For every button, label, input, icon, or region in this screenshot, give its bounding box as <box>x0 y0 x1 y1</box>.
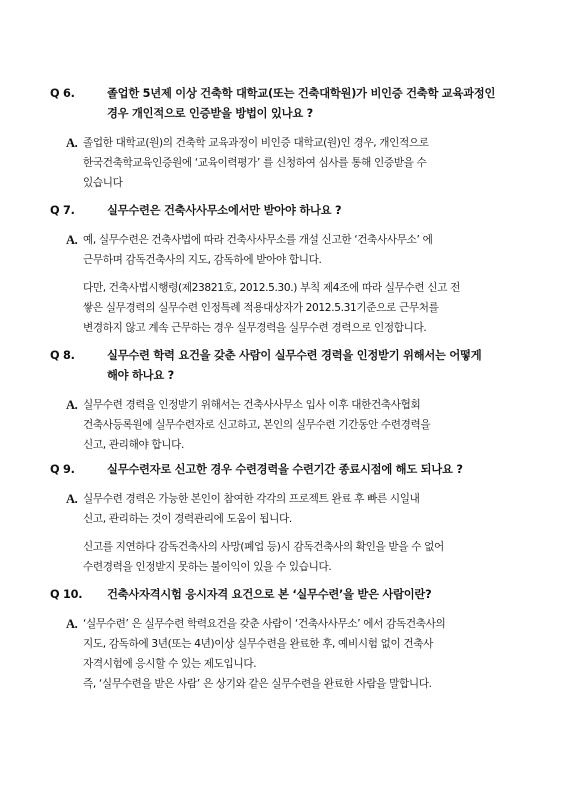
question-number: Q 7. <box>50 204 75 217</box>
answer-line: 건축사등록원에 실무수련자로 신고하고, 본인의 실무수련 기간동안 수련경력을 <box>83 419 431 431</box>
question <box>0 201 581 221</box>
answer-paragraph <box>83 489 543 529</box>
question-line: 졸업한 5년제 이상 건축학 대학교(또는 건축대학원)가 비인증 건축학 교육과정인 <box>107 87 496 100</box>
answer-marker: A. <box>66 398 78 412</box>
faq-item-q7 <box>0 201 581 338</box>
answer-line: ‘실무수련’ 은 실무수련 학력요건을 갖춘 사람이 ‘건축사사무소’ 에서 감독건축사의 <box>83 618 446 630</box>
question-number: Q 10. <box>50 588 83 601</box>
answer-marker: A. <box>66 136 78 150</box>
faq-item-q6 <box>0 84 581 193</box>
answer-line: 졸업한 대학교(원)의 건축학 교육과정이 비인증 대학교(원)인 경우, 개인적으로 <box>83 137 429 149</box>
answer-line: 다만, 건축사법시행령(제23821호, 2012.5.30.) 부칙 제4조에 따라 실무수련 신고 전 <box>83 282 460 294</box>
answer-line: 지도, 감독하에 3년(또는 4년)이상 실무수련을 완료한 후, 예비시험 없이 건축사 <box>83 638 434 650</box>
answer-paragraph <box>83 230 543 270</box>
answer <box>0 614 581 694</box>
answer-line: 있습니다 <box>83 177 123 189</box>
question-number: Q 8. <box>50 349 75 362</box>
faq-item-q9 <box>0 460 581 577</box>
answer-line: 신고를 지연하다 감독건축사의 사망(폐업 등)시 감독건축사의 확인을 받을 수 없어 <box>83 541 444 553</box>
question-line: 경우 개인적으로 인증받을 방법이 있나요 ? <box>107 107 313 120</box>
answer-paragraph <box>83 537 543 577</box>
answer-marker: A. <box>66 617 78 631</box>
question <box>0 84 581 124</box>
answer-line: 실무수련 경력은 가능한 본인이 참여한 각각의 프로젝트 완료 후 빠른 시일내 <box>83 493 420 505</box>
answer-marker: A. <box>66 233 78 247</box>
question-line: 실무수련자로 신고한 경우 수련경력을 수련기간 종료시점에 해도 되나요 ? <box>107 463 463 476</box>
faq-item-q8 <box>0 346 581 455</box>
question-line: 실무수련 학력 요건을 갖춘 사람이 실무수련 경력을 인정받기 위해서는 어떻게 <box>107 349 482 362</box>
answer-line: 신고, 관리하는 것이 경력관리에 도움이 됩니다. <box>83 513 292 525</box>
answer-line: 쌓은 실무경력의 실무수련 인정특례 적용대상자가 2012.5.31기준으로 근무처를 <box>83 302 439 314</box>
answer-line: 신고, 관리해야 합니다. <box>83 439 185 451</box>
question-line: 실무수련은 건축사사무소에서만 받아야 하나요 ? <box>107 204 342 217</box>
answer-marker: A. <box>66 492 78 506</box>
answer-line: 근무하며 감독건축사의 지도, 감독하에 받아야 합니다. <box>83 254 322 266</box>
answer-paragraph <box>83 133 543 193</box>
answer-paragraph <box>83 614 543 694</box>
answer-line: 예, 실무수련은 건축사법에 따라 건축사사무소를 개설 신고한 ‘건축사사무소’ 에 <box>83 234 433 246</box>
question-line: 건축사자격시험 응시자격 요건으로 본 ‘실무수련’을 받은 사람이란? <box>107 588 432 601</box>
answer-line: 즉, ‘실무수련을 받은 사람’ 은 상기와 같은 실무수련을 완료한 사람을 말합니다. <box>83 678 432 690</box>
answer <box>0 230 581 338</box>
answer-line: 변경하지 않고 계속 근무하는 경우 실무경력을 실무수련 경력으로 인정합니다. <box>83 322 427 334</box>
faq-item-q10 <box>0 585 581 694</box>
answer <box>0 489 581 577</box>
question-number: Q 6. <box>50 87 75 100</box>
question-number: Q 9. <box>50 463 75 476</box>
question-line: 해야 하나요 ? <box>107 369 174 382</box>
question <box>0 460 581 480</box>
answer <box>0 133 581 193</box>
answer-line: 실무수련 경력을 인정받기 위해서는 건축사사무소 입사 이후 대한건축사협회 <box>83 399 421 411</box>
answer-paragraph <box>83 278 543 338</box>
question <box>0 585 581 605</box>
answer-line: 수련경력을 인정받지 못하는 불이익이 있을 수 있습니다. <box>83 561 332 573</box>
question <box>0 346 581 386</box>
answer <box>0 395 581 455</box>
answer-paragraph <box>83 395 543 455</box>
answer-line: 자격시험에 응시할 수 있는 제도입니다. <box>83 658 257 670</box>
answer-line: 한국건축학교육인증원에 ‘교육이력평가’ 를 신청하여 심사를 통해 인증받을 수 <box>83 157 427 169</box>
